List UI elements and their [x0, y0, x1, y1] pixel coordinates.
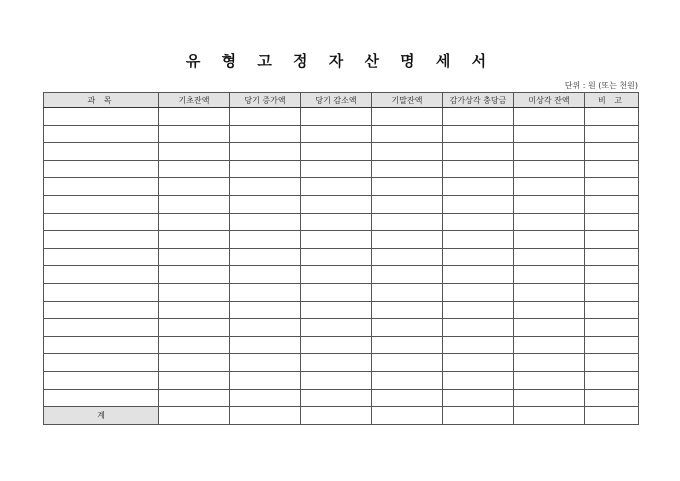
table-cell[interactable]: [301, 195, 372, 213]
table-cell[interactable]: [301, 301, 372, 319]
unit-note: 단위 : 원 (또는 천원): [564, 81, 638, 90]
table-cell[interactable]: [301, 336, 372, 354]
table-cell[interactable]: [159, 371, 230, 389]
total-cell[interactable]: [230, 407, 301, 425]
table-cell[interactable]: [585, 283, 639, 301]
table-cell[interactable]: [443, 336, 514, 354]
table-cell[interactable]: [372, 371, 443, 389]
table-cell[interactable]: [301, 143, 372, 161]
header-increase: 당기 증가액: [230, 93, 301, 108]
table-row: [44, 143, 639, 161]
table-cell[interactable]: [230, 319, 301, 337]
table-row: [44, 283, 639, 301]
table-cell[interactable]: [514, 143, 585, 161]
table-row: [44, 160, 639, 178]
table-cell[interactable]: [443, 301, 514, 319]
table-cell[interactable]: [585, 231, 639, 249]
table-cell[interactable]: [585, 143, 639, 161]
document-title: 유 형 고 정 자 산 명 세 서: [185, 52, 495, 70]
table-cell[interactable]: [159, 178, 230, 196]
table-cell[interactable]: [301, 213, 372, 231]
table-cell[interactable]: [44, 178, 159, 196]
table-cell[interactable]: [443, 160, 514, 178]
table-cell[interactable]: [230, 108, 301, 126]
header-decrease: 당기 감소액: [301, 93, 372, 108]
table-row: [44, 301, 639, 319]
total-cell[interactable]: [514, 407, 585, 425]
table-cell[interactable]: [372, 125, 443, 143]
table-cell[interactable]: [585, 248, 639, 266]
total-cell[interactable]: [372, 407, 443, 425]
table-cell[interactable]: [443, 371, 514, 389]
table-row: [44, 266, 639, 284]
table-cell[interactable]: [44, 319, 159, 337]
table-cell[interactable]: [301, 108, 372, 126]
table-cell[interactable]: [44, 354, 159, 372]
table-row: [44, 336, 639, 354]
table-cell[interactable]: [372, 160, 443, 178]
table-cell[interactable]: [159, 213, 230, 231]
table-cell[interactable]: [443, 213, 514, 231]
table-cell[interactable]: [230, 389, 301, 407]
table-cell[interactable]: [443, 143, 514, 161]
table-cell[interactable]: [585, 195, 639, 213]
table-cell[interactable]: [443, 266, 514, 284]
table-cell[interactable]: [230, 231, 301, 249]
table-cell[interactable]: [372, 319, 443, 337]
table-cell[interactable]: [372, 266, 443, 284]
table-cell[interactable]: [44, 301, 159, 319]
table-cell[interactable]: [514, 319, 585, 337]
table-cell[interactable]: [159, 160, 230, 178]
table-cell[interactable]: [301, 248, 372, 266]
table-cell[interactable]: [159, 108, 230, 126]
table-cell[interactable]: [514, 354, 585, 372]
table-cell[interactable]: [372, 143, 443, 161]
table-cell[interactable]: [301, 160, 372, 178]
table-cell[interactable]: [585, 354, 639, 372]
table-cell[interactable]: [230, 248, 301, 266]
table-cell[interactable]: [585, 125, 639, 143]
table-cell[interactable]: [159, 266, 230, 284]
table-cell[interactable]: [514, 371, 585, 389]
table-cell[interactable]: [44, 125, 159, 143]
table-cell[interactable]: [372, 195, 443, 213]
table-cell[interactable]: [159, 336, 230, 354]
table-cell[interactable]: [230, 354, 301, 372]
table-cell[interactable]: [585, 266, 639, 284]
table-cell[interactable]: [514, 125, 585, 143]
table-cell[interactable]: [585, 389, 639, 407]
table-cell[interactable]: [585, 160, 639, 178]
table-cell[interactable]: [159, 283, 230, 301]
table-cell[interactable]: [585, 371, 639, 389]
table-cell[interactable]: [372, 178, 443, 196]
header-accumulated-depreciation: 감가상각 충당금: [443, 93, 514, 108]
table-cell[interactable]: [230, 160, 301, 178]
table-cell[interactable]: [44, 371, 159, 389]
table-cell[interactable]: [301, 283, 372, 301]
table-row: [44, 213, 639, 231]
table-cell[interactable]: [159, 125, 230, 143]
table-cell[interactable]: [301, 125, 372, 143]
header-account: 과 목: [44, 93, 159, 108]
table-cell[interactable]: [44, 231, 159, 249]
table-cell[interactable]: [372, 389, 443, 407]
table-cell[interactable]: [585, 319, 639, 337]
table-cell[interactable]: [585, 213, 639, 231]
table-cell[interactable]: [443, 283, 514, 301]
table-cell[interactable]: [230, 125, 301, 143]
table-cell[interactable]: [585, 336, 639, 354]
table-cell[interactable]: [301, 354, 372, 372]
table-cell[interactable]: [372, 108, 443, 126]
table-cell[interactable]: [159, 301, 230, 319]
table-cell[interactable]: [443, 354, 514, 372]
table-cell[interactable]: [514, 248, 585, 266]
table-row: [44, 108, 639, 126]
table-cell[interactable]: [301, 389, 372, 407]
table-row: [44, 195, 639, 213]
table-row: [44, 354, 639, 372]
table-cell[interactable]: [230, 301, 301, 319]
table-cell[interactable]: [230, 283, 301, 301]
table-cell[interactable]: [230, 195, 301, 213]
table-cell[interactable]: [443, 125, 514, 143]
total-cell[interactable]: [301, 407, 372, 425]
table-cell[interactable]: [514, 301, 585, 319]
table-cell[interactable]: [230, 336, 301, 354]
table-cell[interactable]: [585, 301, 639, 319]
table-cell[interactable]: [301, 231, 372, 249]
tangible-assets-table: [43, 92, 639, 425]
table-cell[interactable]: [443, 195, 514, 213]
header-undepreciated-balance: 미상각 잔액: [514, 93, 585, 108]
table-cell[interactable]: [44, 266, 159, 284]
table-cell[interactable]: [443, 319, 514, 337]
table-cell[interactable]: [372, 248, 443, 266]
table-cell[interactable]: [514, 336, 585, 354]
table-cell[interactable]: [372, 301, 443, 319]
table-cell[interactable]: [44, 143, 159, 161]
table-body: [44, 108, 639, 407]
table-cell[interactable]: [44, 213, 159, 231]
table-cell[interactable]: [230, 371, 301, 389]
table-cell[interactable]: [514, 283, 585, 301]
table-cell[interactable]: [44, 160, 159, 178]
table-cell[interactable]: [372, 283, 443, 301]
table-cell[interactable]: [44, 248, 159, 266]
header-opening-balance: 기초잔액: [159, 93, 230, 108]
table-row: [44, 231, 639, 249]
table-cell[interactable]: [44, 283, 159, 301]
table-cell[interactable]: [230, 266, 301, 284]
table-cell[interactable]: [514, 389, 585, 407]
table-cell[interactable]: [159, 389, 230, 407]
table-cell[interactable]: [44, 195, 159, 213]
table-row: [44, 319, 639, 337]
table-cell[interactable]: [443, 231, 514, 249]
table-cell[interactable]: [585, 108, 639, 126]
table-cell[interactable]: [159, 231, 230, 249]
table-cell[interactable]: [159, 195, 230, 213]
table-cell[interactable]: [514, 178, 585, 196]
table-cell[interactable]: [159, 143, 230, 161]
table-row: [44, 178, 639, 196]
table-cell[interactable]: [159, 319, 230, 337]
table-cell[interactable]: [585, 178, 639, 196]
table-cell[interactable]: [514, 160, 585, 178]
table-cell[interactable]: [443, 108, 514, 126]
table-row: [44, 248, 639, 266]
table-cell[interactable]: [159, 248, 230, 266]
table-cell[interactable]: [443, 178, 514, 196]
table-cell[interactable]: [514, 213, 585, 231]
table-cell[interactable]: [301, 266, 372, 284]
table-row: [44, 371, 639, 389]
table-cell[interactable]: [514, 108, 585, 126]
table-cell[interactable]: [301, 319, 372, 337]
total-cell[interactable]: [585, 407, 639, 425]
total-row: [44, 407, 639, 425]
table-cell[interactable]: [372, 354, 443, 372]
table-row: [44, 389, 639, 407]
table-cell[interactable]: [443, 389, 514, 407]
table-cell[interactable]: [372, 213, 443, 231]
table-cell[interactable]: [514, 195, 585, 213]
table-cell[interactable]: [514, 231, 585, 249]
table-cell[interactable]: [301, 371, 372, 389]
table-row: [44, 125, 639, 143]
table-cell[interactable]: [230, 213, 301, 231]
table-cell[interactable]: [301, 178, 372, 196]
table-cell[interactable]: [44, 389, 159, 407]
table-cell[interactable]: [514, 266, 585, 284]
total-cell[interactable]: [443, 407, 514, 425]
table-cell[interactable]: [230, 143, 301, 161]
table-cell[interactable]: [44, 336, 159, 354]
table-cell[interactable]: [372, 336, 443, 354]
total-label: 계: [44, 407, 159, 425]
header-remarks: 비 고: [585, 93, 639, 108]
table-cell[interactable]: [443, 248, 514, 266]
table-cell[interactable]: [230, 178, 301, 196]
table-cell[interactable]: [372, 231, 443, 249]
header-closing-balance: 기말잔액: [372, 93, 443, 108]
table-cell[interactable]: [159, 354, 230, 372]
table-header-row: [44, 93, 639, 108]
table-cell[interactable]: [44, 108, 159, 126]
total-cell[interactable]: [159, 407, 230, 425]
